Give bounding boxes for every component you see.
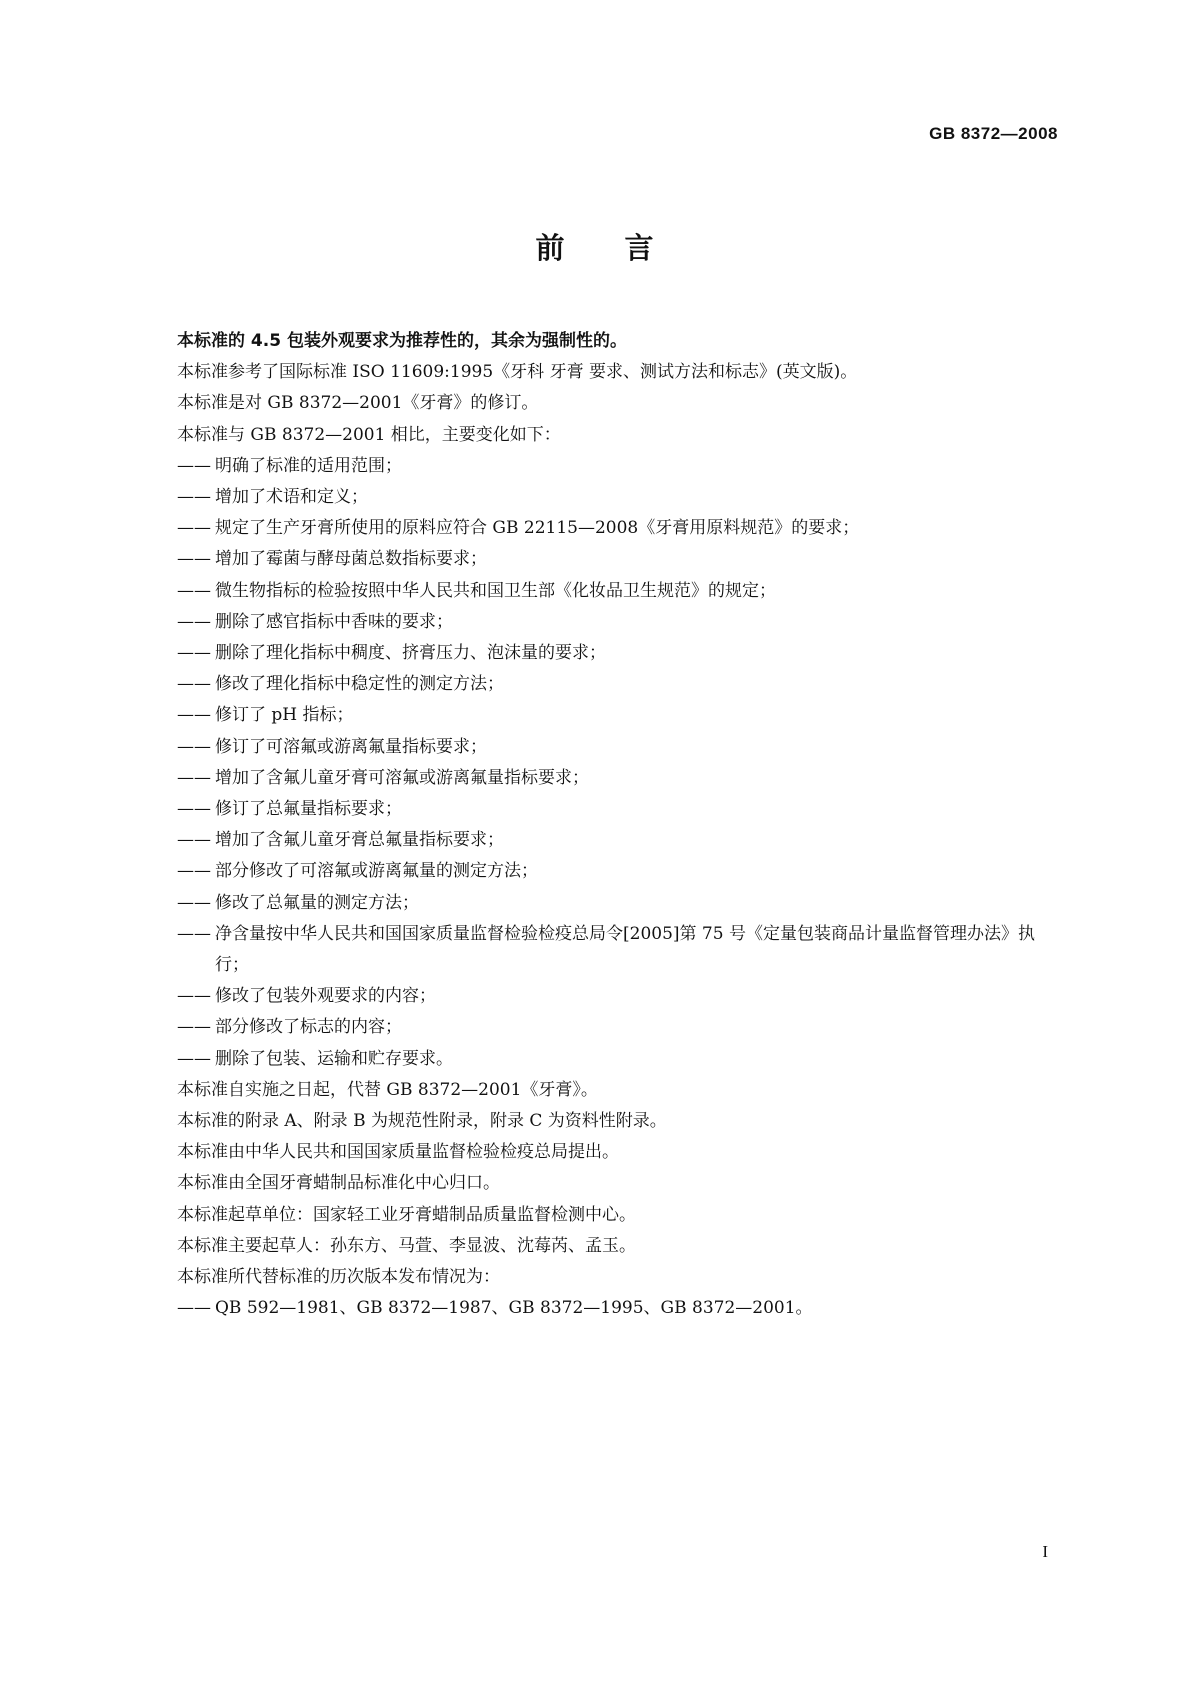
closing-line-proposed: 本标准由中华人民共和国国家质量监督检验检疫总局提出。 xyxy=(177,1142,619,1163)
list-item-text: 删除了包装、运输和贮存要求。 xyxy=(215,1048,453,1069)
dash-marker: —— xyxy=(177,1048,211,1069)
list-item-text: 修订了可溶氟或游离氟量指标要求； xyxy=(215,736,487,757)
list-item-text: 删除了感官指标中香味的要求； xyxy=(215,611,453,632)
dash-marker: —— xyxy=(177,549,211,570)
closing-line-centralized: 本标准由全国牙膏蜡制品标准化中心归口。 xyxy=(177,1173,500,1194)
dash-marker: —— xyxy=(177,830,211,851)
intro-line-recommended: 本标准的 4.5 包装外观要求为推荐性的，其余为强制性的。 xyxy=(177,331,627,351)
dash-marker: —— xyxy=(177,1298,211,1319)
dash-marker: —— xyxy=(177,923,211,944)
dash-marker: —— xyxy=(177,1017,211,1038)
list-item-text: 修改了包装外观要求的内容； xyxy=(215,986,436,1007)
closing-line-drafting-unit: 本标准起草单位：国家轻工业牙膏蜡制品质量监督检测中心。 xyxy=(177,1204,636,1225)
standard-number: GB 8372—2008 xyxy=(929,124,1058,143)
dash-marker: —— xyxy=(177,736,211,757)
dash-marker: —— xyxy=(177,580,211,601)
list-item xyxy=(177,981,1064,1012)
list-item-text: 修改了总氟量的测定方法； xyxy=(215,892,419,913)
list-item-text: 部分修改了可溶氟或游离氟量的测定方法； xyxy=(215,861,538,882)
dash-marker: —— xyxy=(177,861,211,882)
dash-marker: —— xyxy=(177,455,211,476)
closing-line-drafters: 本标准主要起草人：孙东方、马萱、李显波、沈莓芮、孟玉。 xyxy=(177,1235,636,1256)
list-item-text: 规定了生产牙膏所使用的原料应符合 GB 22115—2008《牙膏用原料规范》的要求； xyxy=(215,518,860,539)
dash-marker: —— xyxy=(177,799,211,820)
list-item-text: 增加了含氟儿童牙膏可溶氟或游离氟量指标要求； xyxy=(215,767,589,788)
page-title xyxy=(0,226,1191,267)
list-item-text: 明确了标准的适用范围； xyxy=(215,455,402,476)
dash-marker: —— xyxy=(177,518,211,539)
list-item-text: 部分修改了标志的内容； xyxy=(215,1017,402,1038)
list-item xyxy=(177,888,1064,919)
page-title-part2: 言 xyxy=(624,231,656,265)
list-item xyxy=(177,700,1064,731)
list-item xyxy=(177,544,1064,575)
intro-line-reference: 本标准参考了国际标准 ISO 11609:1995《牙科 牙膏 要求、测试方法和标志》(英文版)。 xyxy=(177,362,858,383)
dash-marker: —— xyxy=(177,705,211,726)
dash-marker: —— xyxy=(177,487,211,508)
list-item-text: 修订了 pH 指标； xyxy=(215,705,354,726)
dash-marker: —— xyxy=(177,892,211,913)
page-number: I xyxy=(1042,1542,1048,1561)
list-item xyxy=(177,576,1064,607)
list-item-text: 净含量按中华人民共和国国家质量监督检验检疫总局令[2005]第 75 号《定量包装商品计量监督管理办法》执行； xyxy=(215,923,1035,976)
dash-marker: —— xyxy=(177,767,211,788)
list-item xyxy=(177,607,1064,638)
dash-marker: —— xyxy=(177,611,211,632)
list-item xyxy=(177,669,1064,700)
list-item xyxy=(177,1044,1064,1075)
list-item xyxy=(177,825,1064,856)
closing-line-history-intro: 本标准所代替标准的历次版本发布情况为： xyxy=(177,1267,500,1288)
intro-line-changes: 本标准与 GB 8372—2001 相比，主要变化如下： xyxy=(177,424,561,445)
closing-line-appendix: 本标准的附录 A、附录 B 为规范性附录，附录 C 为资料性附录。 xyxy=(177,1111,667,1132)
history-text: QB 592—1981、GB 8372—1987、GB 8372—1995、GB 8372—2001。 xyxy=(215,1298,813,1319)
list-item-text: 删除了理化指标中稠度、挤膏压力、泡沫量的要求； xyxy=(215,643,606,664)
list-item-text: 增加了含氟儿童牙膏总氟量指标要求； xyxy=(215,830,504,851)
list-item xyxy=(177,856,1064,887)
list-item xyxy=(177,732,1064,763)
list-item xyxy=(177,794,1064,825)
dash-marker: —— xyxy=(177,674,211,695)
changes-list xyxy=(177,451,1064,1075)
list-item xyxy=(177,763,1064,794)
list-item xyxy=(177,919,1064,981)
history-item xyxy=(177,1293,1064,1324)
dash-marker: —— xyxy=(177,643,211,664)
list-item xyxy=(177,638,1064,669)
list-item xyxy=(177,1012,1064,1043)
list-item-text: 微生物指标的检验按照中华人民共和国卫生部《化妆品卫生规范》的规定； xyxy=(215,580,776,601)
list-item-text: 修订了总氟量指标要求； xyxy=(215,799,402,820)
list-item xyxy=(177,513,1064,544)
list-item xyxy=(177,482,1064,513)
dash-marker: —— xyxy=(177,986,211,1007)
list-item-text: 增加了霉菌与酵母菌总数指标要求； xyxy=(215,549,487,570)
closing-line-replaces: 本标准自实施之日起，代替 GB 8372—2001《牙膏》。 xyxy=(177,1079,598,1100)
list-item xyxy=(177,451,1064,482)
list-item-text: 修改了理化指标中稳定性的测定方法； xyxy=(215,674,504,695)
page-title-part1: 前 xyxy=(535,231,567,265)
list-item-text: 增加了术语和定义； xyxy=(215,487,368,508)
intro-line-revision: 本标准是对 GB 8372—2001《牙膏》的修订。 xyxy=(177,393,539,414)
preface-body xyxy=(177,326,1064,1325)
